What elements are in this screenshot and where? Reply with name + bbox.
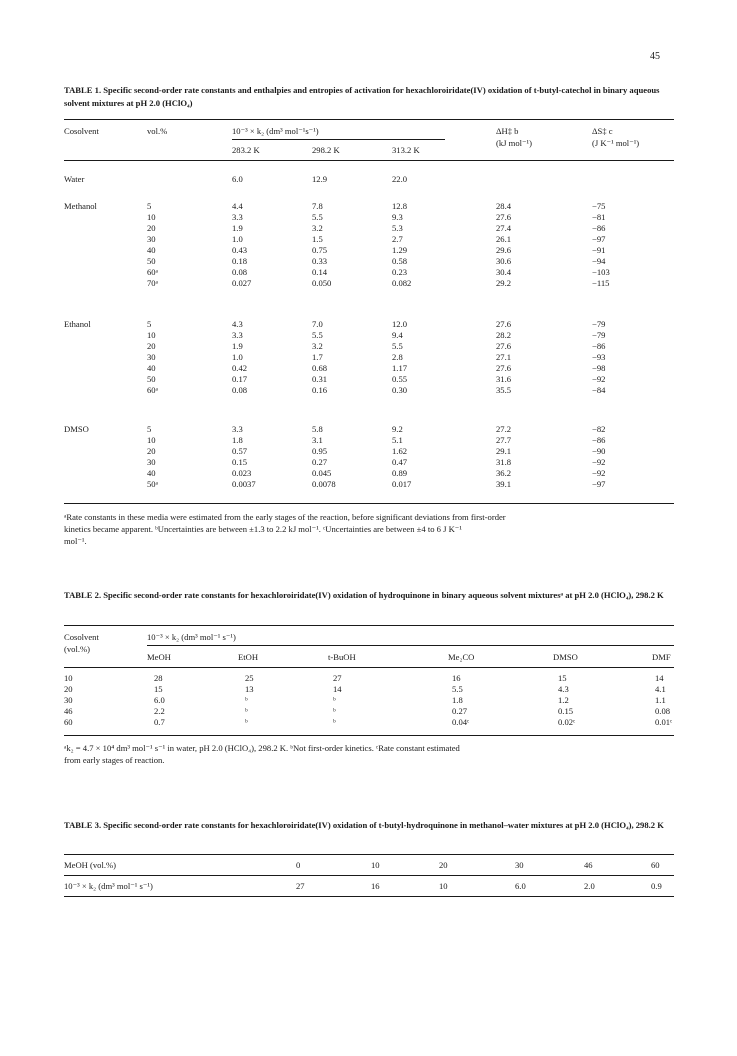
table-cell: 0.23: [392, 267, 408, 277]
table-cell: 5.1: [392, 435, 403, 445]
table-cell: 0.75: [312, 245, 328, 255]
table-cell: 27.2: [496, 424, 512, 434]
table-cell: 60: [64, 717, 73, 727]
table-cell: 0.14: [312, 267, 328, 277]
table-cell: 70ᵃ: [147, 278, 158, 288]
table-cell: 5.5: [392, 341, 403, 351]
table-cell: 7.8: [312, 201, 323, 211]
table-cell: 2.0: [584, 881, 595, 891]
table2-meoh-column: [154, 673, 165, 728]
table2-me2co-column: [452, 673, 469, 728]
table-cell: 50: [147, 256, 156, 266]
table-cell: −86: [592, 223, 606, 233]
table2-header-vol: (vol.%): [64, 644, 91, 654]
table-cell: −115: [592, 278, 610, 288]
table-cell: 3.2: [312, 223, 323, 233]
table3-row2-label: 10⁻³ × k₂ (dm³ mol⁻¹ s⁻¹): [64, 881, 153, 891]
table-cell: 0.68: [312, 363, 328, 373]
table-cell: 0.31: [312, 374, 328, 384]
table-cell: 30.4: [496, 267, 512, 277]
table3-caption: TABLE 3. Specific second-order rate constants for hexachloroiridate(IV) oxidation of t-butyl-hydroquinone in methanol–water mixtures at pH 2.0 (HClO₄), 298.2 K: [64, 820, 664, 830]
table1-k313-column: [392, 424, 411, 490]
table2-header-cosolvent: Cosolvent: [64, 632, 99, 642]
table-cell: ᵇ: [245, 717, 248, 727]
table-cell: 1.7: [312, 352, 323, 362]
table2-footnote-2: from early stages of reaction.: [64, 755, 165, 765]
table-cell: −84: [592, 385, 606, 395]
table1-header-k: 10⁻³ × k₂ (dm³ mol⁻¹s⁻¹): [232, 126, 319, 136]
table-cell: 1.8: [452, 695, 463, 705]
table-cell: 0.023: [232, 468, 252, 478]
table-cell: 10: [147, 330, 156, 340]
table-cell: 0.89: [392, 468, 408, 478]
table-cell: −93: [592, 352, 606, 362]
table2-col-dmf: DMF: [652, 652, 671, 662]
table-cell: 16: [452, 673, 461, 683]
table-cell: 0.16: [312, 385, 328, 395]
table1-group-label: Methanol: [64, 201, 97, 211]
table-cell: −94: [592, 256, 606, 266]
table-cell: 5.5: [312, 212, 323, 222]
table-cell: 0.04ᶜ: [452, 717, 470, 727]
table-cell: 39.1: [496, 479, 512, 489]
table-cell: 20: [64, 684, 73, 694]
table-cell: −79: [592, 330, 606, 340]
table2-top-rule: [64, 625, 674, 626]
table1-k298-column: [312, 201, 331, 289]
table1-group-label: Ethanol: [64, 319, 91, 329]
table-cell: 0.43: [232, 245, 248, 255]
table-cell: 5: [147, 424, 152, 434]
table1-water-k313: 22.0: [392, 174, 408, 184]
table-cell: 5.5: [312, 330, 323, 340]
table-cell: 29.2: [496, 278, 512, 288]
table2-bottom-rule: [64, 735, 674, 736]
table-cell: 0.95: [312, 446, 328, 456]
table2-col-dmso: DMSO: [553, 652, 578, 662]
table-cell: 3.3: [232, 212, 243, 222]
table-cell: −79: [592, 319, 606, 329]
table-cell: 2.8: [392, 352, 403, 362]
table-cell: 4.3: [558, 684, 569, 694]
table3-mid-rule: [64, 875, 674, 876]
table2-col-meoh: MeOH: [147, 652, 171, 662]
table-cell: −92: [592, 374, 606, 384]
table-cell: 10: [371, 860, 380, 870]
table-cell: −98: [592, 363, 606, 373]
table-cell: 9.2: [392, 424, 403, 434]
table-cell: 10: [147, 212, 156, 222]
table1-ds-column: [592, 319, 605, 396]
table-cell: 0.7: [154, 717, 165, 727]
table1-k298-column: [312, 319, 327, 396]
table-cell: 0.017: [392, 479, 412, 489]
table1-caption: TABLE 1. Specific second-order rate constants and enthalpies and entropies of activation for hexachloroiridate(IV) oxidation of t-butyl-catechol in binary aqueous solvent mixtures at pH 2.0 (HClO₄): [64, 85, 660, 108]
table1-water-k283: 6.0: [232, 174, 243, 184]
table1-footnote-3: mol⁻¹.: [64, 536, 87, 546]
table-cell: 25: [245, 673, 254, 683]
table-cell: 0.33: [312, 256, 328, 266]
table-cell: 1.9: [232, 341, 243, 351]
table-cell: −97: [592, 234, 606, 244]
table-cell: −86: [592, 435, 606, 445]
table-cell: 2.2: [154, 706, 165, 716]
table-cell: 0.08: [655, 706, 671, 716]
table1-group-label: DMSO: [64, 424, 89, 434]
table-cell: 3.3: [232, 330, 243, 340]
table-cell: 6.0: [515, 881, 526, 891]
table-cell: 0.15: [232, 457, 248, 467]
table-cell: 31.6: [496, 374, 512, 384]
table-cell: ᵇ: [333, 706, 336, 716]
table1-vol-column: [147, 424, 158, 490]
table-cell: 0.55: [392, 374, 408, 384]
table-cell: 1.29: [392, 245, 408, 255]
table2-dmf-column: [655, 673, 672, 728]
table-cell: 30: [64, 695, 73, 705]
table-cell: 0.9: [651, 881, 662, 891]
table-cell: 0: [296, 860, 301, 870]
table-cell: 30.6: [496, 256, 512, 266]
table3-top-rule: [64, 854, 674, 855]
table-cell: 20: [439, 860, 448, 870]
table1-k313-column: [392, 319, 407, 396]
table-cell: 1.0: [232, 234, 243, 244]
table-cell: 27: [333, 673, 342, 683]
table-cell: 4.1: [655, 684, 666, 694]
table1-k283-column: [232, 319, 247, 396]
table-cell: 20: [147, 341, 156, 351]
table-cell: 5: [147, 319, 152, 329]
table-cell: 27: [296, 881, 305, 891]
table-cell: 14: [655, 673, 664, 683]
table-cell: −91: [592, 245, 606, 255]
table-cell: 10: [439, 881, 448, 891]
table-cell: 1.5: [312, 234, 323, 244]
table-cell: −75: [592, 201, 606, 211]
table-cell: 0.0037: [232, 479, 256, 489]
table-cell: 20: [147, 446, 156, 456]
table1-footnote-2: kinetics became apparent. ᵇUncertainties are between ±1.3 to 2.2 kJ mol⁻¹. ᶜUncertainties are between ±4 to 6 J K⁻¹: [64, 524, 462, 534]
table-cell: 0.27: [312, 457, 328, 467]
table2-footnote-1: ᵃk₂ = 4.7 × 10⁴ dm³ mol⁻¹ s⁻¹ in water, pH 2.0 (HClO₄), 298.2 K. ᵇNot first-order kinetics. ᶜRate constant estimated: [64, 743, 460, 753]
table-cell: 12.8: [392, 201, 408, 211]
table-cell: 7.0: [312, 319, 323, 329]
table-cell: 4.3: [232, 319, 243, 329]
table-cell: −82: [592, 424, 606, 434]
table2-col-me2co: Me₂CO: [448, 652, 475, 662]
table-cell: 60ᵃ: [147, 267, 158, 277]
table-cell: 13: [245, 684, 254, 694]
table-cell: −92: [592, 468, 606, 478]
table-cell: 0.18: [232, 256, 248, 266]
table1-header-ds: ΔS‡ c: [592, 126, 613, 136]
table2-col-etoh: EtOH: [238, 652, 259, 662]
table-cell: 29.6: [496, 245, 512, 255]
table-cell: 1.1: [655, 695, 666, 705]
table3-row1-label: MeOH (vol.%): [64, 860, 117, 870]
table-cell: 26.1: [496, 234, 512, 244]
table2-caption: TABLE 2. Specific second-order rate constants for hexachloroiridate(IV) oxidation of hydroquinone in binary aqueous solvent mixturesᵃ at pH 2.0 (HClO₄), 298.2 K: [64, 590, 664, 600]
table-cell: 1.0: [232, 352, 243, 362]
table-cell: 36.2: [496, 468, 512, 478]
table-cell: 30: [147, 352, 156, 362]
table1-header-t283: 283.2 K: [232, 145, 260, 155]
table1-k283-column: [232, 201, 251, 289]
table-cell: 0.08: [232, 267, 248, 277]
table1-dh-column: [496, 201, 511, 289]
table1-footnote-1: ᵃRate constants in these media were estimated from the early stages of the reaction, before significant deviations from first-order: [64, 512, 506, 522]
page-number: 45: [650, 51, 660, 62]
table1-ds-column: [592, 201, 610, 289]
table-cell: 1.62: [392, 446, 408, 456]
table-cell: −103: [592, 267, 610, 277]
table-cell: 15: [558, 673, 567, 683]
table1-header-dh-unit: (kJ mol⁻¹): [496, 138, 532, 148]
table1-header-rule: [64, 160, 674, 161]
table-cell: 12.0: [392, 319, 408, 329]
table-cell: 40: [147, 468, 156, 478]
table2-dmso-column: [558, 673, 575, 728]
table-cell: ᵇ: [333, 717, 336, 727]
table-cell: 0.58: [392, 256, 408, 266]
table1-dh-column: [496, 424, 511, 490]
table-cell: 0.15: [558, 706, 574, 716]
table-cell: 27.6: [496, 212, 512, 222]
table-cell: 0.02ᶜ: [558, 717, 576, 727]
table-cell: 1.9: [232, 223, 243, 233]
table1-header-t298: 298.2 K: [312, 145, 340, 155]
table1-bottom-rule: [64, 503, 674, 504]
table-cell: 40: [147, 363, 156, 373]
table-cell: −86: [592, 341, 606, 351]
table-cell: −92: [592, 457, 606, 467]
table-cell: 3.3: [232, 424, 243, 434]
table-cell: 28.2: [496, 330, 512, 340]
table-cell: 27.1: [496, 352, 512, 362]
table-cell: 5.8: [312, 424, 323, 434]
table2-vol-column: [64, 673, 73, 728]
table-cell: 4.4: [232, 201, 243, 211]
table-cell: 0.082: [392, 278, 412, 288]
table-cell: 35.5: [496, 385, 512, 395]
table-cell: 9.4: [392, 330, 403, 340]
table2-col-tbuoh: t-BuOH: [328, 652, 356, 662]
table-cell: 5.3: [392, 223, 403, 233]
table-cell: 30: [147, 234, 156, 244]
table-cell: 46: [584, 860, 593, 870]
table-cell: −90: [592, 446, 606, 456]
table1-header-ds-unit: (J K⁻¹ mol⁻¹): [592, 138, 640, 148]
table-cell: 27.6: [496, 341, 512, 351]
table-cell: 0.08: [232, 385, 248, 395]
table-cell: 60: [651, 860, 660, 870]
table-cell: 0.27: [452, 706, 468, 716]
table-cell: −97: [592, 479, 606, 489]
table-cell: 27.6: [496, 319, 512, 329]
table3-bottom-rule: [64, 896, 674, 897]
table1-ds-column: [592, 424, 605, 490]
table1-header-dh: ΔH‡ b: [496, 126, 519, 136]
table1-top-rule: [64, 119, 674, 120]
table1-k298-column: [312, 424, 336, 490]
table-cell: 14: [333, 684, 342, 694]
table1-header-t313: 313.2 K: [392, 145, 420, 155]
table-cell: 2.7: [392, 234, 403, 244]
table-cell: 50: [147, 374, 156, 384]
table-cell: 27.6: [496, 363, 512, 373]
table-cell: 27.7: [496, 435, 512, 445]
table-cell: 30: [147, 457, 156, 467]
table-cell: 9.3: [392, 212, 403, 222]
table1-k283-column: [232, 424, 256, 490]
table1-vol-column: [147, 319, 158, 396]
table2-header-rule: [64, 667, 674, 668]
table-cell: ᵇ: [245, 706, 248, 716]
table-cell: ᵇ: [333, 695, 336, 705]
table-cell: 0.47: [392, 457, 408, 467]
table-cell: 0.57: [232, 446, 248, 456]
table-cell: 40: [147, 245, 156, 255]
table-cell: 27.4: [496, 223, 512, 233]
table-cell: 10: [64, 673, 73, 683]
table-cell: 0.01ᶜ: [655, 717, 673, 727]
table2-header-k: 10⁻³ × k₂ (dm³ mol⁻¹ s⁻¹): [147, 632, 236, 642]
table-cell: 0.30: [392, 385, 408, 395]
table-cell: 50ᵃ: [147, 479, 158, 489]
table-cell: 28: [154, 673, 163, 683]
table-cell: 30: [515, 860, 524, 870]
table-cell: 29.1: [496, 446, 512, 456]
table1-water-k298: 12.9: [312, 174, 328, 184]
table2-k-subrule: [147, 645, 674, 646]
table-cell: 6.0: [154, 695, 165, 705]
table2-etoh-column: [245, 673, 254, 728]
table-cell: 5.5: [452, 684, 463, 694]
table1-vol-column: [147, 201, 158, 289]
table1-dh-column: [496, 319, 511, 396]
table-cell: 15: [154, 684, 163, 694]
table1-water-label: Water: [64, 174, 85, 184]
table-cell: 0.027: [232, 278, 252, 288]
table-cell: 0.0078: [312, 479, 336, 489]
table-cell: 1.17: [392, 363, 408, 373]
table-cell: 1.8: [232, 435, 243, 445]
table-cell: 0.17: [232, 374, 248, 384]
table-cell: ᵇ: [245, 695, 248, 705]
table1-k313-column: [392, 201, 411, 289]
table-cell: 46: [64, 706, 73, 716]
table-cell: 5: [147, 201, 152, 211]
table-cell: 0.045: [312, 468, 332, 478]
table-cell: 16: [371, 881, 380, 891]
table-cell: 3.2: [312, 341, 323, 351]
table-cell: 1.2: [558, 695, 569, 705]
table1-k-subrule: [232, 139, 445, 140]
table-cell: 28.4: [496, 201, 512, 211]
table-cell: 0.42: [232, 363, 248, 373]
table-cell: 10: [147, 435, 156, 445]
table-cell: 20: [147, 223, 156, 233]
table2-tbuoh-column: [333, 673, 342, 728]
table1-header-vol: vol.%: [147, 126, 168, 136]
table-cell: −81: [592, 212, 606, 222]
table-cell: 60ᵃ: [147, 385, 158, 395]
table-cell: 3.1: [312, 435, 323, 445]
table1-header-cosolvent: Cosolvent: [64, 126, 99, 136]
table-cell: 0.050: [312, 278, 332, 288]
table-cell: 31.8: [496, 457, 512, 467]
